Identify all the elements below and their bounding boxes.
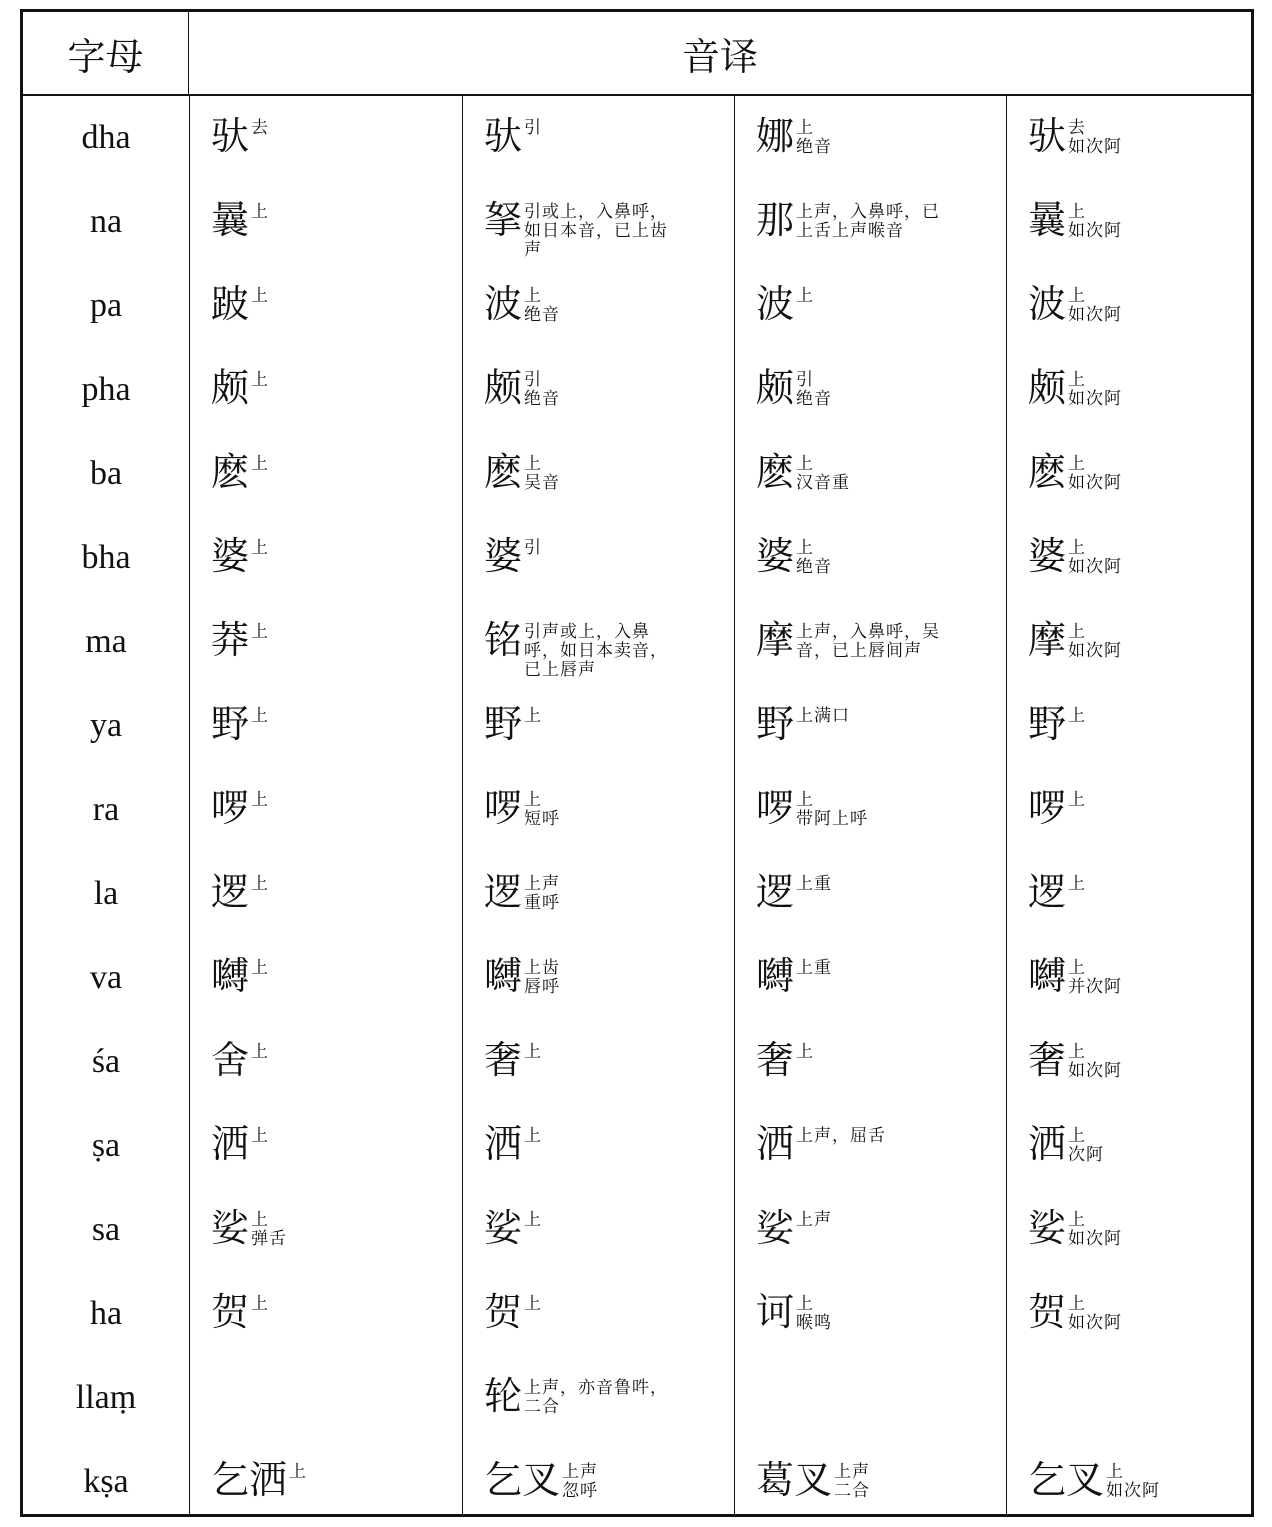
annotation: 上	[251, 1042, 269, 1062]
character: 摩	[756, 618, 795, 662]
transliteration-cell	[734, 1188, 1006, 1272]
transliteration-cell	[189, 600, 462, 684]
annotation: 上声 忽呼	[562, 1462, 598, 1501]
character: 嚩	[484, 954, 523, 998]
character: 拏	[484, 198, 523, 242]
annotation: 上	[251, 874, 269, 894]
character: 驮	[211, 114, 250, 158]
transliteration-cell	[189, 684, 462, 768]
character: 颇	[211, 366, 250, 410]
transliteration-cell	[462, 936, 734, 1020]
annotation: 引 绝音	[524, 370, 560, 409]
table-row	[23, 432, 1251, 516]
annotation: 引 绝音	[796, 370, 832, 409]
transliteration-cell	[462, 264, 734, 348]
table-row	[23, 264, 1251, 348]
letter-cell: va	[89, 959, 123, 996]
annotation: 上 如次阿	[1068, 454, 1122, 493]
table-row	[23, 600, 1251, 684]
transliteration-cell	[462, 600, 734, 684]
table-row	[23, 516, 1251, 600]
annotation: 去 如次阿	[1068, 118, 1122, 157]
transliteration-cell	[1006, 936, 1251, 1020]
annotation: 上 短呼	[524, 790, 560, 829]
annotation: 上	[524, 706, 542, 726]
annotation: 上声	[796, 1210, 832, 1230]
letter-cell: ha	[89, 1295, 123, 1332]
letter-cell: śa	[91, 1043, 121, 1080]
character: 乞叉	[1028, 1458, 1105, 1502]
transliteration-cell	[462, 684, 734, 768]
letter-cell: sa	[91, 1211, 121, 1248]
transliteration-cell	[1006, 1356, 1251, 1440]
letter-cell: ba	[89, 455, 123, 492]
table-row	[23, 1440, 1251, 1524]
character: 奢	[484, 1038, 523, 1082]
transliteration-cell	[1006, 516, 1251, 600]
transliteration-cell	[734, 348, 1006, 432]
character: 乞叉	[484, 1458, 561, 1502]
transliteration-cell	[189, 516, 462, 600]
annotation: 上 如次阿	[1068, 202, 1122, 241]
transliteration-cell	[734, 1272, 1006, 1356]
annotation: 上 如次阿	[1068, 1042, 1122, 1081]
annotation: 上 如次阿	[1068, 1210, 1122, 1249]
transliteration-cell	[462, 852, 734, 936]
transliteration-cell	[189, 1272, 462, 1356]
transliteration-cell	[734, 600, 1006, 684]
character: 乞洒	[211, 1458, 288, 1502]
annotation: 上	[251, 370, 269, 390]
letter-cell: ya	[89, 707, 123, 744]
transliteration-cell	[462, 1104, 734, 1188]
character: 啰	[756, 786, 795, 830]
character: 野	[756, 702, 795, 746]
character: 舍	[211, 1038, 250, 1082]
character: 麽	[1028, 450, 1067, 494]
transliteration-cell	[734, 516, 1006, 600]
transliteration-cell	[1006, 1272, 1251, 1356]
transliteration-cell	[189, 1440, 462, 1524]
annotation: 引或上，入鼻呼， 如日本音，已上齿 声	[524, 202, 668, 260]
character: 曩	[211, 198, 250, 242]
character: 麽	[484, 450, 523, 494]
character: 奢	[1028, 1038, 1067, 1082]
character: 奢	[756, 1038, 795, 1082]
letter-cell: llaṃ	[75, 1379, 137, 1416]
character: 啰	[1028, 786, 1067, 830]
transliteration-cell	[462, 180, 734, 264]
table-row	[23, 852, 1251, 936]
transliteration-cell	[1006, 1188, 1251, 1272]
table-row	[23, 768, 1251, 852]
annotation: 上	[251, 1294, 269, 1314]
annotation: 上声，入鼻呼，已 上舌上声喉音	[796, 202, 940, 241]
transliteration-cell	[1006, 96, 1251, 180]
annotation: 上声 重呼	[524, 874, 560, 913]
character: 那	[756, 198, 795, 242]
transliteration-cell	[462, 348, 734, 432]
annotation: 上 绝音	[796, 118, 832, 157]
header-letter: 字母	[23, 12, 189, 94]
character: 逻	[484, 870, 523, 914]
annotation: 上	[1068, 706, 1086, 726]
transliteration-cell	[734, 852, 1006, 936]
character: 野	[211, 702, 250, 746]
annotation: 上 如次阿	[1068, 622, 1122, 661]
transliteration-cell	[1006, 852, 1251, 936]
transliteration-cell	[734, 1104, 1006, 1188]
table-row	[23, 1020, 1251, 1104]
annotation: 上 吴音	[524, 454, 560, 493]
annotation: 上 如次阿	[1106, 1462, 1160, 1501]
transliteration-cell	[189, 936, 462, 1020]
annotation: 上 带阿上呼	[796, 790, 868, 829]
character: 摩	[1028, 618, 1067, 662]
letter-cell: pa	[89, 287, 123, 324]
transliteration-cell	[734, 768, 1006, 852]
table-row	[23, 96, 1251, 180]
transliteration-cell	[189, 1188, 462, 1272]
character: 嚩	[756, 954, 795, 998]
transliteration-cell	[734, 1356, 1006, 1440]
annotation: 上	[251, 706, 269, 726]
transliteration-cell	[189, 432, 462, 516]
letter-cell: la	[93, 875, 119, 912]
annotation: 上	[251, 622, 269, 642]
transliteration-cell	[189, 1104, 462, 1188]
annotation: 上声，亦音鲁吽， 二合	[524, 1378, 668, 1417]
table-row	[23, 180, 1251, 264]
transliteration-cell	[1006, 684, 1251, 768]
character: 婆	[211, 534, 250, 578]
letter-cell: bha	[81, 539, 131, 576]
character: 啰	[211, 786, 250, 830]
annotation: 上	[251, 202, 269, 222]
transliteration-cell	[462, 768, 734, 852]
transliteration-cell	[734, 1020, 1006, 1104]
character: 娑	[756, 1206, 795, 1250]
character: 啰	[484, 786, 523, 830]
annotation: 上 喉鸣	[796, 1294, 832, 1333]
letter-cell: na	[89, 203, 123, 240]
transliteration-cell	[734, 264, 1006, 348]
letter-cell: ṣa	[91, 1127, 121, 1164]
annotation: 上	[796, 286, 814, 306]
annotation: 上声 二合	[834, 1462, 870, 1501]
character: 波	[1028, 282, 1067, 326]
annotation: 引	[524, 538, 542, 558]
transliteration-cell	[734, 96, 1006, 180]
transliteration-cell	[734, 936, 1006, 1020]
transliteration-cell	[462, 432, 734, 516]
character: 莽	[211, 618, 250, 662]
character: 娑	[1028, 1206, 1067, 1250]
transliteration-cell	[1006, 768, 1251, 852]
annotation: 上 如次阿	[1068, 538, 1122, 577]
transliteration-cell	[734, 180, 1006, 264]
annotation: 上齿 唇呼	[524, 958, 560, 997]
annotation: 上	[796, 1042, 814, 1062]
character: 麽	[211, 450, 250, 494]
transliteration-cell	[189, 264, 462, 348]
character: 跛	[211, 282, 250, 326]
character: 贺	[211, 1290, 250, 1334]
transliteration-cell	[189, 1356, 462, 1440]
character: 驮	[484, 114, 523, 158]
annotation: 上	[1068, 790, 1086, 810]
table-row	[23, 1104, 1251, 1188]
letter-cell: dha	[81, 119, 131, 156]
annotation: 上	[524, 1294, 542, 1314]
transliteration-cell	[462, 1440, 734, 1524]
annotation: 上	[1068, 874, 1086, 894]
character: 嚩	[211, 954, 250, 998]
character: 逻	[211, 870, 250, 914]
annotation: 去	[251, 118, 269, 138]
transliteration-cell	[734, 432, 1006, 516]
transliteration-cell	[1006, 348, 1251, 432]
annotation: 上	[524, 1210, 542, 1230]
transliteration-table	[20, 9, 1254, 1517]
table-row	[23, 1188, 1251, 1272]
annotation: 上	[251, 1126, 269, 1146]
character: 娑	[484, 1206, 523, 1250]
annotation: 上	[524, 1126, 542, 1146]
table-body	[23, 96, 1251, 1514]
table-row	[23, 1272, 1251, 1356]
transliteration-cell	[1006, 1104, 1251, 1188]
transliteration-cell	[1006, 1440, 1251, 1524]
character: 驮	[1028, 114, 1067, 158]
character: 麽	[756, 450, 795, 494]
annotation: 上	[251, 538, 269, 558]
transliteration-cell	[462, 1188, 734, 1272]
annotation: 上 如次阿	[1068, 286, 1122, 325]
letter-cell: kṣa	[83, 1463, 129, 1500]
annotation: 上	[524, 1042, 542, 1062]
transliteration-cell	[734, 684, 1006, 768]
annotation: 上声，入鼻呼，吴 音，已上唇间声	[796, 622, 940, 661]
character: 野	[1028, 702, 1067, 746]
annotation: 上 绝音	[796, 538, 832, 577]
annotation: 引	[524, 118, 542, 138]
annotation: 上 绝音	[524, 286, 560, 325]
transliteration-cell	[1006, 264, 1251, 348]
transliteration-cell	[189, 96, 462, 180]
character: 洒	[1028, 1122, 1067, 1166]
character: 娜	[756, 114, 795, 158]
character: 逻	[756, 870, 795, 914]
annotation: 引声或上，入鼻 呼，如日本卖音， 已上唇声	[524, 622, 668, 680]
header-transliteration: 音译	[681, 34, 758, 79]
annotation: 上 如次阿	[1068, 1294, 1122, 1333]
character: 波	[484, 282, 523, 326]
table-row	[23, 684, 1251, 768]
transliteration-cell	[462, 1356, 734, 1440]
character: 波	[756, 282, 795, 326]
annotation: 上 如次阿	[1068, 370, 1122, 409]
character: 娑	[211, 1206, 250, 1250]
character: 葛叉	[756, 1458, 833, 1502]
annotation: 上 次阿	[1068, 1126, 1104, 1165]
character: 洒	[211, 1122, 250, 1166]
character: 轮	[484, 1374, 523, 1418]
annotation: 上声，屈舌	[796, 1126, 886, 1146]
character: 野	[484, 702, 523, 746]
character: 颇	[756, 366, 795, 410]
character: 贺	[484, 1290, 523, 1334]
annotation: 上 汉音重	[796, 454, 850, 493]
transliteration-cell	[462, 1272, 734, 1356]
transliteration-cell	[189, 1020, 462, 1104]
character: 婆	[1028, 534, 1067, 578]
character: 颇	[1028, 366, 1067, 410]
character: 嚩	[1028, 954, 1067, 998]
table-row	[23, 348, 1251, 432]
annotation: 上 弹舌	[251, 1210, 287, 1249]
transliteration-cell	[734, 1440, 1006, 1524]
transliteration-cell	[189, 852, 462, 936]
character: 诃	[756, 1290, 795, 1334]
letter-cell: pha	[81, 371, 131, 408]
character: 颇	[484, 366, 523, 410]
annotation: 上	[289, 1462, 307, 1482]
character: 铭	[484, 618, 523, 662]
table-row	[23, 936, 1251, 1020]
annotation: 上重	[796, 874, 832, 894]
transliteration-cell	[1006, 180, 1251, 264]
annotation: 上满口	[796, 706, 850, 726]
transliteration-cell	[462, 1020, 734, 1104]
annotation: 上	[251, 958, 269, 978]
character: 贺	[1028, 1290, 1067, 1334]
letter-cell: ra	[92, 791, 120, 828]
table-row	[23, 1356, 1251, 1440]
transliteration-cell	[1006, 600, 1251, 684]
transliteration-cell	[189, 348, 462, 432]
letter-cell: ma	[85, 623, 127, 660]
annotation: 上	[251, 790, 269, 810]
transliteration-cell	[189, 768, 462, 852]
transliteration-cell	[462, 516, 734, 600]
transliteration-cell	[189, 180, 462, 264]
annotation: 上 并次阿	[1068, 958, 1122, 997]
annotation: 上	[251, 286, 269, 306]
character: 曩	[1028, 198, 1067, 242]
transliteration-cell	[1006, 432, 1251, 516]
table-header	[23, 12, 1251, 96]
character: 洒	[756, 1122, 795, 1166]
character: 洒	[484, 1122, 523, 1166]
annotation: 上重	[796, 958, 832, 978]
transliteration-cell	[1006, 1020, 1251, 1104]
character: 逻	[1028, 870, 1067, 914]
character: 婆	[484, 534, 523, 578]
character: 婆	[756, 534, 795, 578]
annotation: 上	[251, 454, 269, 474]
transliteration-cell	[462, 96, 734, 180]
